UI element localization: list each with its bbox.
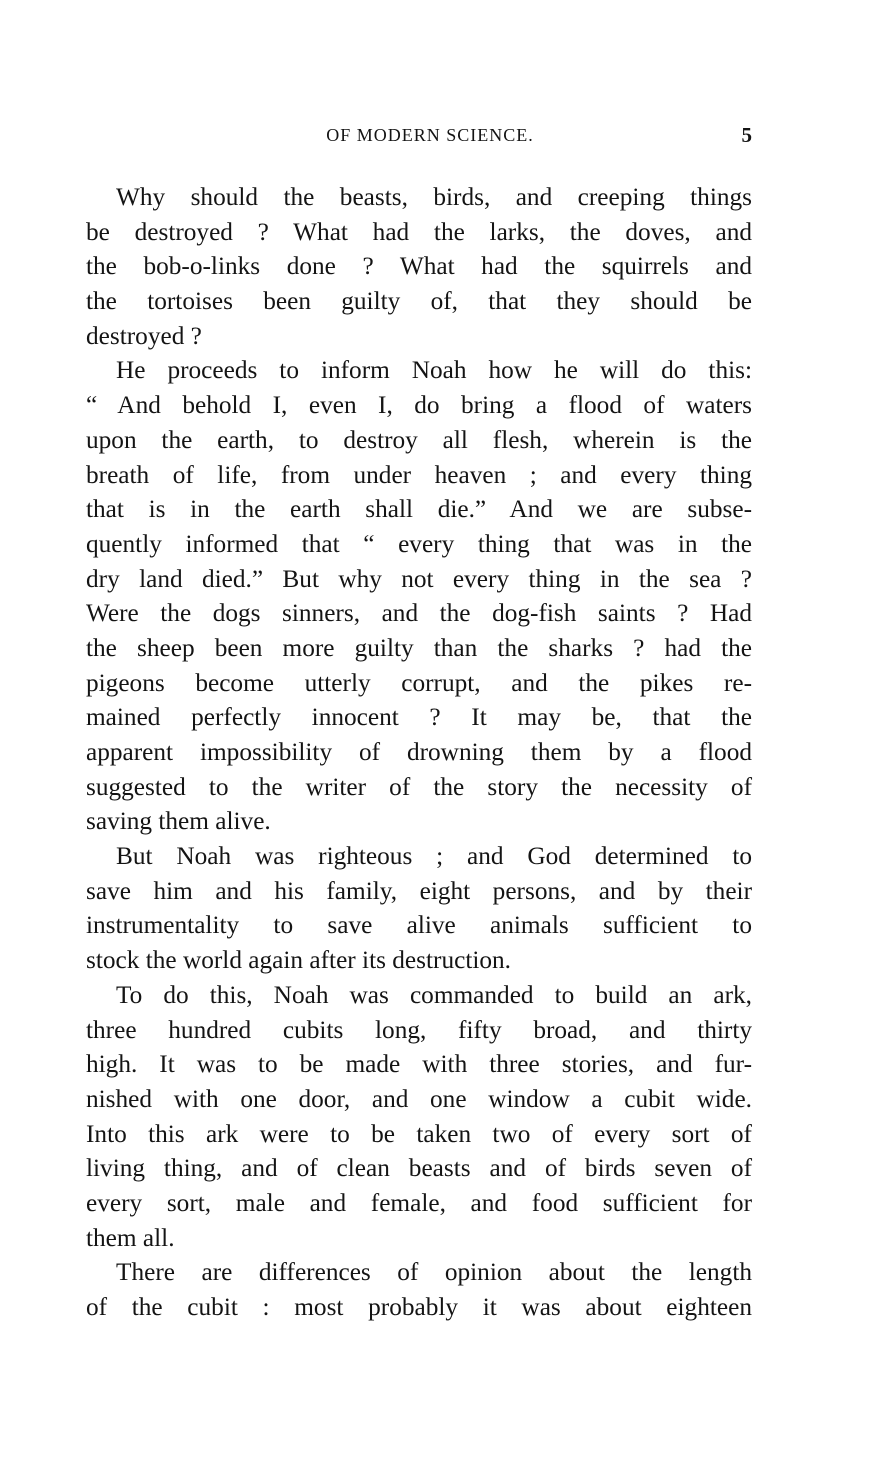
text-line: But Noah was righteous ; and God determined to [116,842,752,871]
text-line: every sort, male and female, and food sufficient for [86,1188,752,1217]
text-line: living thing, and of clean beasts and of birds seven of [86,1154,752,1183]
text-line: “ And behold I, even I, do bring a flood of waters [86,391,752,420]
page-number: 5 [741,123,752,147]
paragraph [86,353,752,839]
text-line: destroyed ? [86,321,202,350]
text-line: stock the world again after its destruction. [86,946,512,975]
running-head [86,120,752,150]
text-line: Why should the beasts, birds, and creeping things [116,183,752,211]
text-line: Were the dogs sinners, and the dog-fish saints ? Had [86,599,752,628]
text-line: the tortoises been guilty of, that they should be [86,287,752,316]
body-text [86,180,752,1325]
text-line: dry land died.” But why not every thing in the sea ? [86,564,752,593]
text-line: Into this ark were to be taken two of every sort of [86,1119,752,1148]
text-line: high. It was to be made with three stories, and fur- [86,1050,752,1079]
text-line: suggested to the writer of the story the necessity of [86,772,752,801]
text-line: that is in the earth shall die.” And we are subse- [86,495,752,524]
paragraph [86,978,752,1256]
text-line: breath of life, from under heaven ; and every thing [86,460,752,489]
text-line: the bob-o-links done ? What had the squirrels and [86,252,752,281]
text-line: the sheep been more guilty than the sharks ? had the [86,633,752,662]
text-line: mained perfectly innocent ? It may be, that the [86,703,752,732]
text-line: nished with one door, and one window a cubit wide. [86,1084,752,1113]
text-line: be destroyed ? What had the larks, the doves, and [86,217,752,246]
text-line: To do this, Noah was commanded to build an ark, [116,980,752,1009]
text-line: save him and his family, eight persons, and by their [86,876,752,905]
running-title: OF MODERN SCIENCE. [326,125,534,145]
text-line: three hundred cubits long, fifty broad, and thirty [86,1015,752,1044]
paragraph [86,1255,752,1324]
text-line: apparent impossibility of drowning them by a flood [86,738,752,766]
text-line: saving them alive. [86,807,271,836]
paragraph [86,839,752,978]
paragraph [86,180,752,353]
text-line: instrumentality to save alive animals sufficient to [86,911,752,940]
text-line: of the cubit : most probably it was about eighteen [86,1293,752,1321]
text-line: them all. [86,1223,175,1252]
text-line: quently informed that “ every thing that was in the [86,529,752,558]
text-line: pigeons become utterly corrupt, and the pikes re- [86,668,752,697]
text-line: He proceeds to inform Noah how he will do this: [116,356,752,385]
text-line: There are differences of opinion about the length [116,1258,752,1287]
text-line: upon the earth, to destroy all flesh, wherein is the [86,425,752,454]
